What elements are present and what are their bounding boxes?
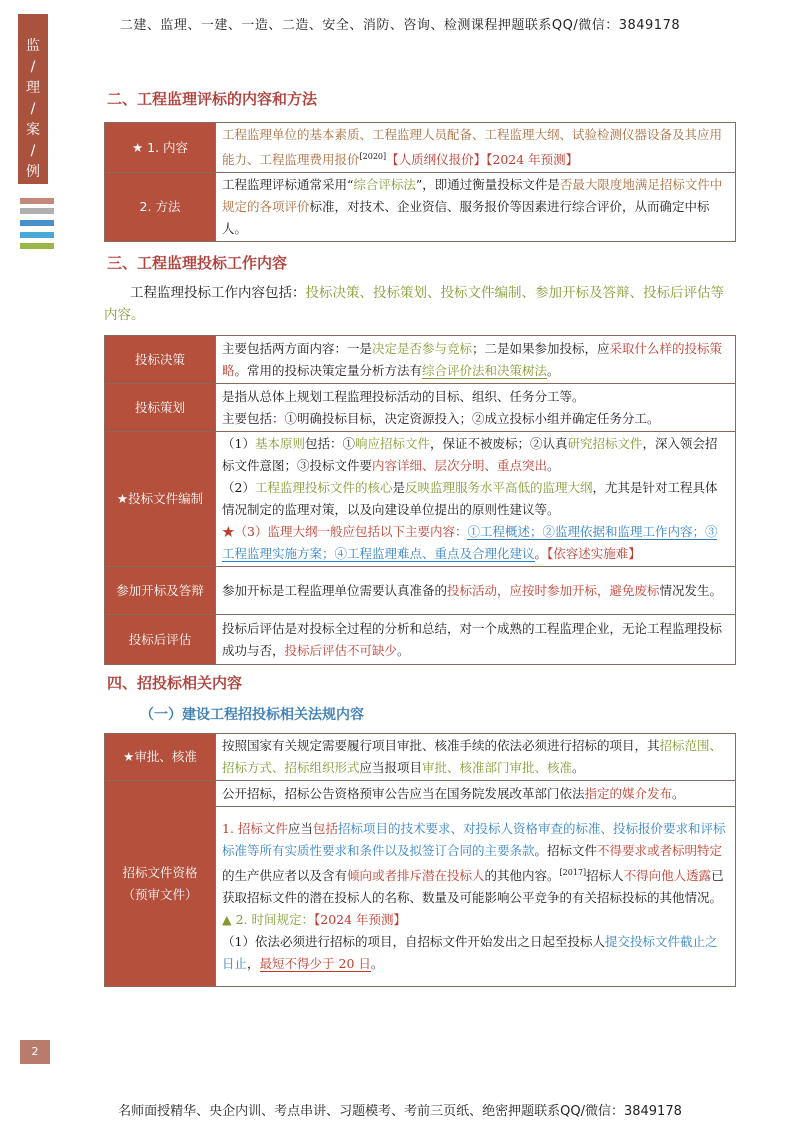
text-span: 。	[397, 642, 410, 658]
row-content	[216, 615, 736, 665]
text-span: ，	[247, 956, 260, 972]
side-tab-char: 监	[26, 38, 40, 54]
row-content	[216, 734, 736, 781]
text-span: ”，即通过衡量投标文件是	[415, 177, 560, 193]
row-content	[216, 384, 736, 432]
text-span: 招标范围、招标方式、招标组织形式	[222, 738, 723, 775]
law-table	[104, 733, 736, 987]
row-label: ★审批、核准	[105, 734, 216, 781]
text-line: 主要包括：①明确投标目标，决定资源投入；②成立投标小组并确定任务分工。	[222, 410, 660, 426]
text-span: 1. 招标文件	[222, 820, 288, 836]
text-span: 不得向他人透露	[623, 868, 712, 884]
text-span: 决定是否参与竞标	[372, 340, 473, 356]
text-span: 是	[392, 480, 405, 495]
decorative-stripe	[20, 208, 54, 214]
text-span: ★（3）监理大纲一般应包括以下主要内容：	[222, 524, 468, 539]
text-span: 。招标文件	[534, 842, 598, 858]
text-span: 工程监理单位的基本素质、工程监理人员配备、工程监理大纲、试验检测仪器设备及其应用能力、工程监理费用报价	[222, 127, 723, 168]
text-span: 工程监理评标通常采用“	[222, 177, 354, 193]
text-span: （1）	[222, 436, 255, 451]
text-line: 是指从总体上规划工程监理投标活动的目标、组织、任务分工等。	[222, 388, 585, 404]
text-span: 不得要求或者标明特定	[597, 842, 723, 858]
table-row	[105, 781, 736, 807]
row-label: 参加开标及答辩	[105, 567, 216, 615]
table-row	[105, 432, 736, 567]
table-row	[105, 384, 736, 432]
text-span: 应当	[287, 820, 313, 836]
row-content	[216, 336, 736, 384]
text-span: 招标项目的技术要求、对投标人资格审查的标准、投标报价要求和评标标准等所有实质性要求和条件以及拟签订合同的主要条款	[222, 820, 726, 858]
subsection-heading: （一）建设工程招投标相关法规内容	[140, 707, 364, 723]
text-span: 。	[547, 362, 560, 378]
text-span: 标准，对技术、企业资信、服务报价等因素进行综合评价，从而确定中标人。	[222, 199, 710, 237]
decorative-stripe	[20, 220, 54, 226]
text-span: 。	[672, 785, 685, 801]
row-label: 投标策划	[105, 384, 216, 432]
text-span: 【2024 年预测】	[314, 912, 407, 928]
text-span: 已获取招标文件的潜在投标人的名称、数量及可能影响公平竞争的有关招标投标的其他情况。	[222, 868, 724, 906]
text-span: 提交投标文件截止之日止	[222, 934, 718, 972]
side-tab	[18, 14, 48, 184]
label-line: 招标文件资格	[122, 864, 198, 880]
side-tab-char: 理	[26, 80, 40, 96]
text-span: 倾向或者排斥潜在投标人	[347, 868, 485, 884]
text-span: 否最大限度地满足招标文件中规定的各项评价	[222, 177, 723, 215]
row-content	[216, 807, 736, 987]
section-heading: 二、工程监理评标的内容和方法	[107, 90, 318, 108]
table-row	[105, 734, 736, 781]
year-mark: [2020]	[359, 152, 387, 161]
text-span: 公开招标，招标公告资格预审公告应当在国务院发展改革部门依法	[222, 785, 585, 801]
decorative-stripe	[20, 243, 54, 249]
row-label: ★投标文件编制	[105, 432, 216, 567]
text-span: （1）依法必须进行招标的项目，自招标文件开始发出之日起至投标人	[222, 934, 605, 950]
row-content	[216, 173, 736, 242]
text-span: 包括：①	[304, 436, 355, 451]
text-span: 基本原则	[254, 436, 305, 451]
text-span: 主要包括两方面内容：一是	[222, 340, 373, 356]
table-row	[105, 336, 736, 384]
text-span: 响应招标文件	[354, 436, 430, 451]
intro-paragraph	[104, 282, 734, 326]
decorative-stripe	[20, 198, 54, 204]
label-line: （预审文件）	[122, 886, 198, 902]
side-tab-separator: /	[30, 101, 36, 117]
top-banner: 二建、监理、一建、一造、二造、安全、消防、咨询、检测课程押题联系QQ/微信：3849178	[119, 18, 681, 33]
text-span: 的其他内容。	[484, 868, 560, 884]
table-row	[105, 615, 736, 665]
text-span: ，保证不被废标；②认真	[430, 436, 568, 451]
table-row	[105, 123, 736, 173]
text-line	[222, 909, 729, 931]
text-span: 投标后评估不可缺少	[284, 642, 398, 658]
year-mark: [2017]	[559, 867, 587, 877]
row-content	[216, 432, 736, 567]
side-tab-char: 例	[26, 164, 40, 180]
text-span: 最短不得少于 20 日	[259, 956, 371, 972]
text-span: 按照国家有关规定需要履行项目审批、核准手续的依法必须进行招标的项目，其	[222, 738, 660, 753]
text-span: 综合评价法和决策树法	[422, 362, 548, 378]
text-span: 工程监理投标文件的核心	[254, 480, 393, 495]
bottom-banner: 名师面授精华、央企内训、考点串讲、习题模考、考前三页纸、绝密押题联系QQ/微信：3849178	[118, 1104, 682, 1119]
text-span: 内容详细、层次分明、重点突出	[372, 458, 548, 473]
text-span: 投标活动，应按时参加开标，避免废标	[447, 582, 660, 598]
bidding-table	[104, 335, 736, 665]
row-label: 投标后评估	[105, 615, 216, 665]
text-span: ，深入领会招标文件意图；③投标文件要	[222, 436, 718, 473]
text-span: 招标人	[586, 868, 624, 884]
text-span: 。	[534, 546, 548, 561]
text-span: 。	[547, 458, 560, 473]
text-span: 工程监理投标工作内容包括：	[130, 285, 306, 301]
text-block	[222, 818, 729, 909]
text-line	[222, 477, 729, 521]
side-tab-char: 案	[26, 122, 40, 138]
text-span: ①工程概述；②监理依据和监理工作内容；③工程监理实施方案；④工程监理难点、重点及合理化建议	[222, 524, 718, 561]
side-tab-separator: /	[30, 143, 36, 159]
row-label: ★ 1. 内容	[105, 123, 216, 173]
text-span: ，尤其是针对工程具体情况制定的监理对策，以及向建设单位提出的原则性建议等。	[222, 480, 718, 517]
text-span: 【人质纲仪报价】【2024 年预测】	[386, 152, 579, 168]
row-label: 2. 方法	[105, 173, 216, 242]
text-span: 采取什么样的投标策略	[222, 340, 723, 378]
text-span: 应当报项目	[359, 760, 423, 775]
row-content	[216, 781, 736, 807]
text-span: 包括	[312, 820, 338, 836]
text-span: 。	[370, 956, 384, 972]
text-span: 参加开标是工程监理单位需要认真准备的	[222, 582, 448, 598]
row-label: 投标决策	[105, 336, 216, 384]
text-span: 综合评标法	[353, 177, 416, 193]
section-heading: 四、招投标相关内容	[107, 674, 243, 692]
text-span: 审批、核准部门审批、核准	[422, 760, 573, 775]
side-tab-separator: /	[30, 59, 36, 75]
text-span: 反映监理服务水平高低的监理大纲	[404, 480, 593, 495]
text-span: 。	[572, 760, 585, 775]
text-span: 投标决策、投标策划、投标文件编制、参加开标及答辩、投标后评估等内容。	[104, 285, 724, 323]
row-label	[105, 781, 216, 987]
decorative-stripe	[20, 232, 54, 238]
text-span: ▲ 2. 时间规定：	[222, 912, 314, 928]
row-content	[216, 567, 736, 615]
text-line	[222, 521, 729, 565]
evaluation-table	[104, 122, 736, 242]
page-number: 2	[20, 1040, 50, 1064]
text-span: 的生产供应者以及含有	[222, 868, 348, 884]
text-span: 情况发生。	[659, 582, 723, 598]
table-row	[105, 567, 736, 615]
row-content	[216, 123, 736, 173]
text-line	[222, 433, 729, 477]
text-span: 【依容述实施难】	[547, 546, 641, 561]
text-span: 投标后评估是对投标全过程的分析和总结，对一个成熟的工程监理企业，无论工程监理投标成功与否，	[222, 620, 723, 658]
text-line	[222, 931, 729, 975]
table-row	[105, 173, 736, 242]
text-span: 研究招标文件	[567, 436, 643, 451]
text-span: （2）	[222, 480, 255, 495]
text-span: 指定的媒介发布	[584, 785, 673, 801]
text-span: 。常用的投标决策定量分析方法有	[234, 362, 423, 378]
text-span: ；二是如果参加投标，应	[472, 340, 610, 356]
section-heading: 三、工程监理投标工作内容	[107, 254, 288, 272]
